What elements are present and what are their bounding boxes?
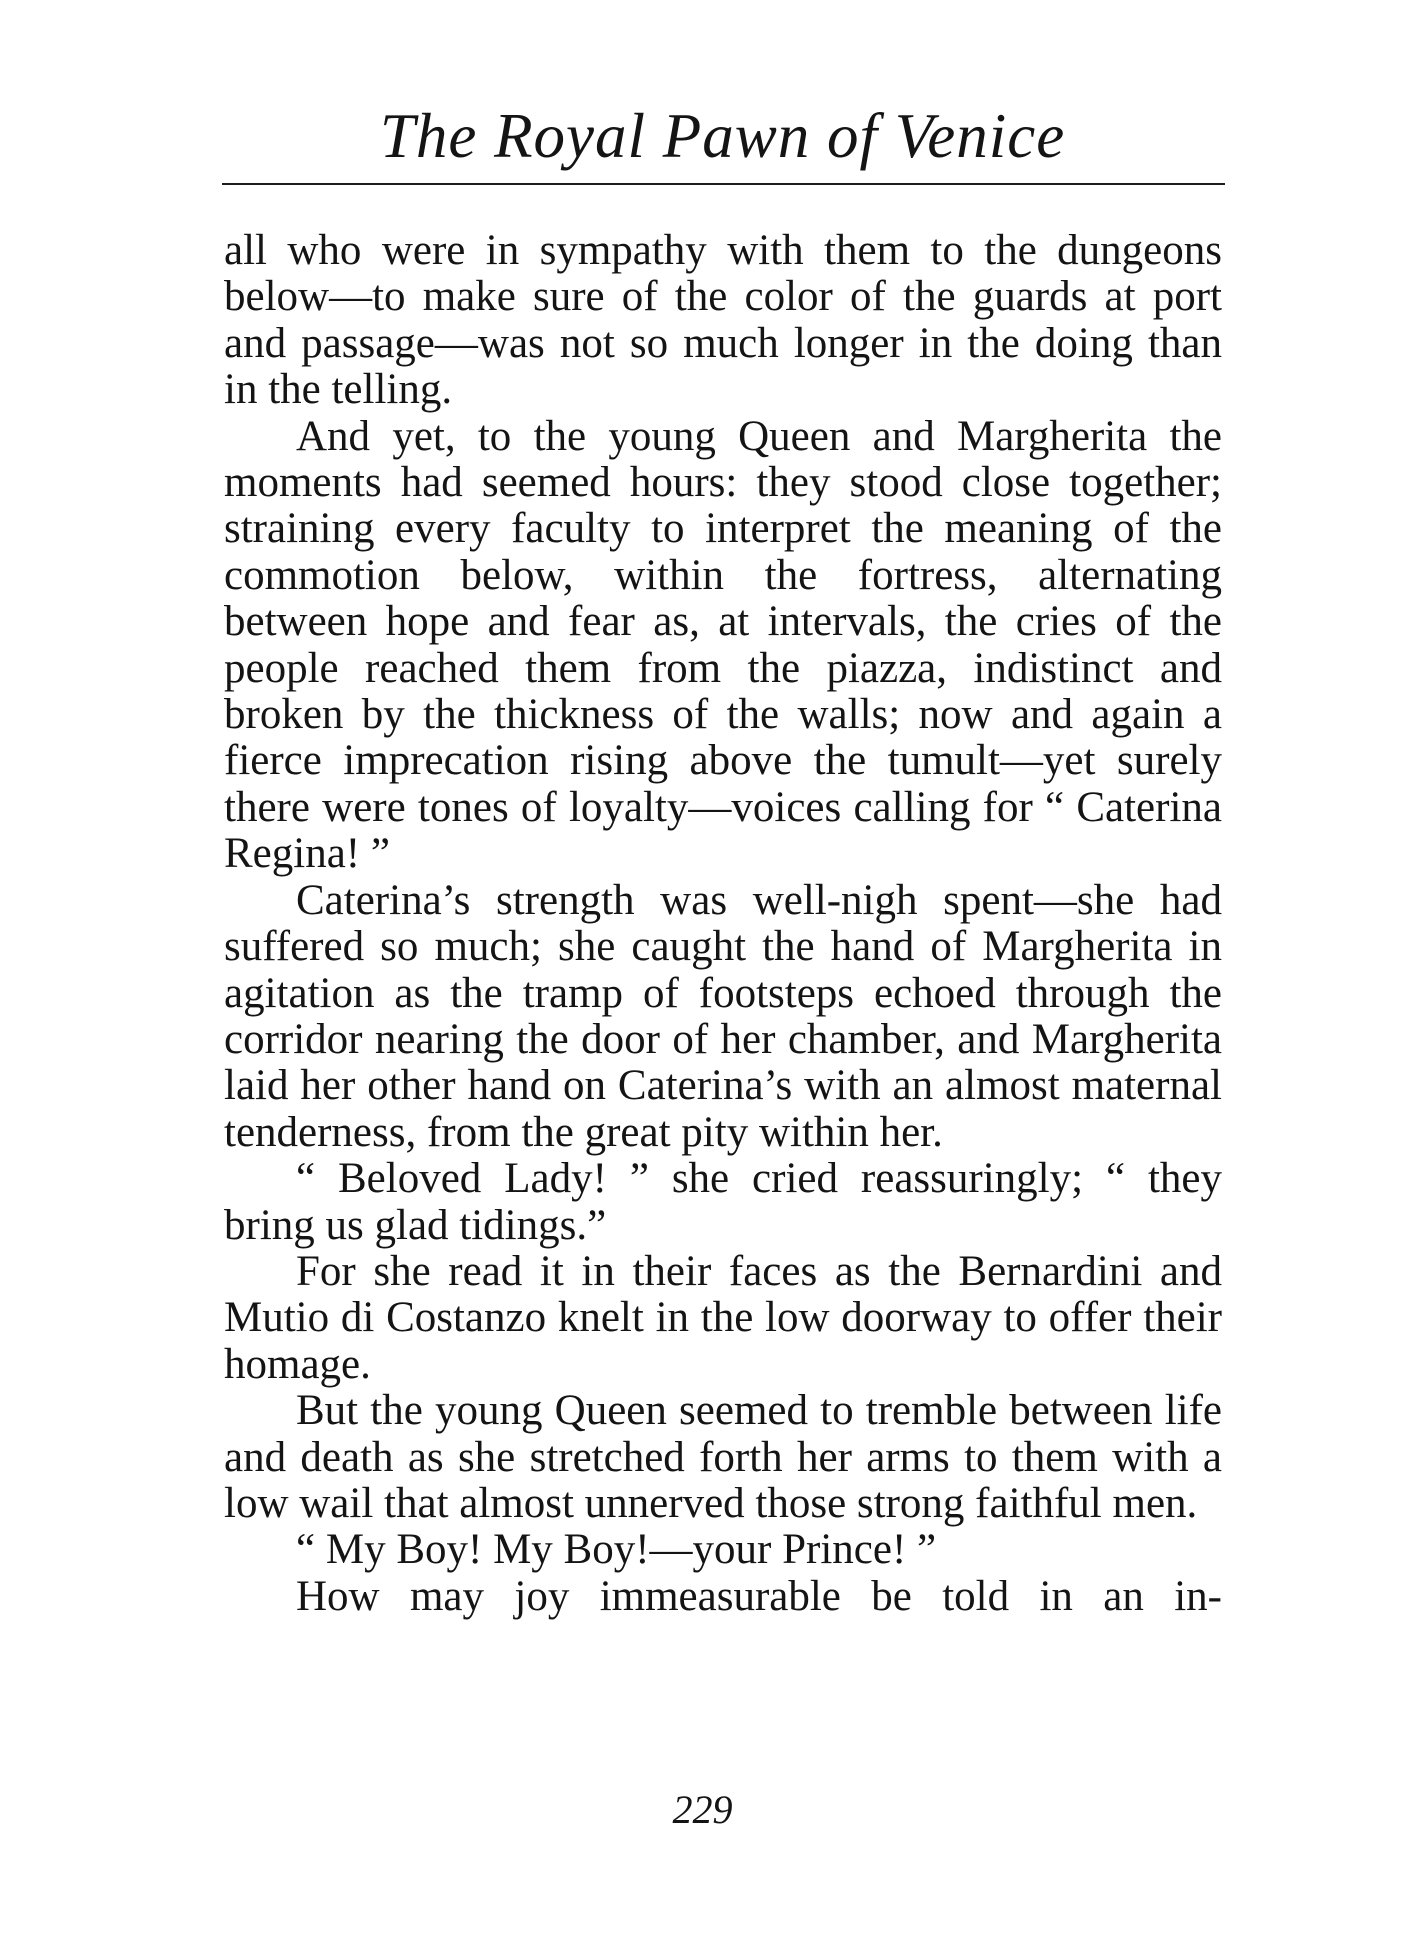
paragraph: How may joy immeasurable be told in an in-	[296, 1572, 1222, 1620]
body-text	[224, 228, 1222, 1620]
page-number: 229	[672, 1787, 733, 1832]
paragraph: all who were in sympathy with them to the dungeons below—to make sure of the color of the guards at port and passage—was not so much longer in the doing than in the telling.	[224, 227, 1222, 414]
header-rule	[222, 183, 1225, 185]
paragraph: Caterina’s strength was well-nigh spent—she had suffered so much; she caught the hand of Margherita in agitation as the tramp of footsteps echoed through the corridor nearing the door of her chamber, and Margherita laid her other hand on Caterina’s with an almost maternal tenderness, from the great pity within her.	[224, 876, 1222, 1156]
paragraph: For she read it in their faces as the Bernardini and Mutio di Costanzo knelt in the low doorway to offer their homage.	[224, 1247, 1222, 1388]
running-head-title: The Royal Pawn of Venice	[379, 101, 1066, 171]
paragraph: But the young Queen seemed to tremble between life and death as she stretched forth her arms to them with a low wail that almost unnerved those strong faithful men.	[224, 1387, 1222, 1527]
paragraph: And yet, to the young Queen and Margherita the moments had seemed hours: they stood close together; straining every faculty to interpret the meaning of the commotion below, within the fortress, alternating between hope and fear as, at intervals, the cries of the people reached them from the piazza, indistinct and broken by the thickness of the walls; now and again a fierce imprecation rising above the tumult—yet surely there were tones of loyalty—voices calling for “ Caterina Regina! ”	[224, 412, 1222, 878]
paragraph: “ My Boy! My Boy!—your Prince! ”	[296, 1526, 937, 1574]
paragraph: “ Beloved Lady! ” she cried reassuringly; “ they bring us glad tidings.”	[224, 1155, 1222, 1249]
